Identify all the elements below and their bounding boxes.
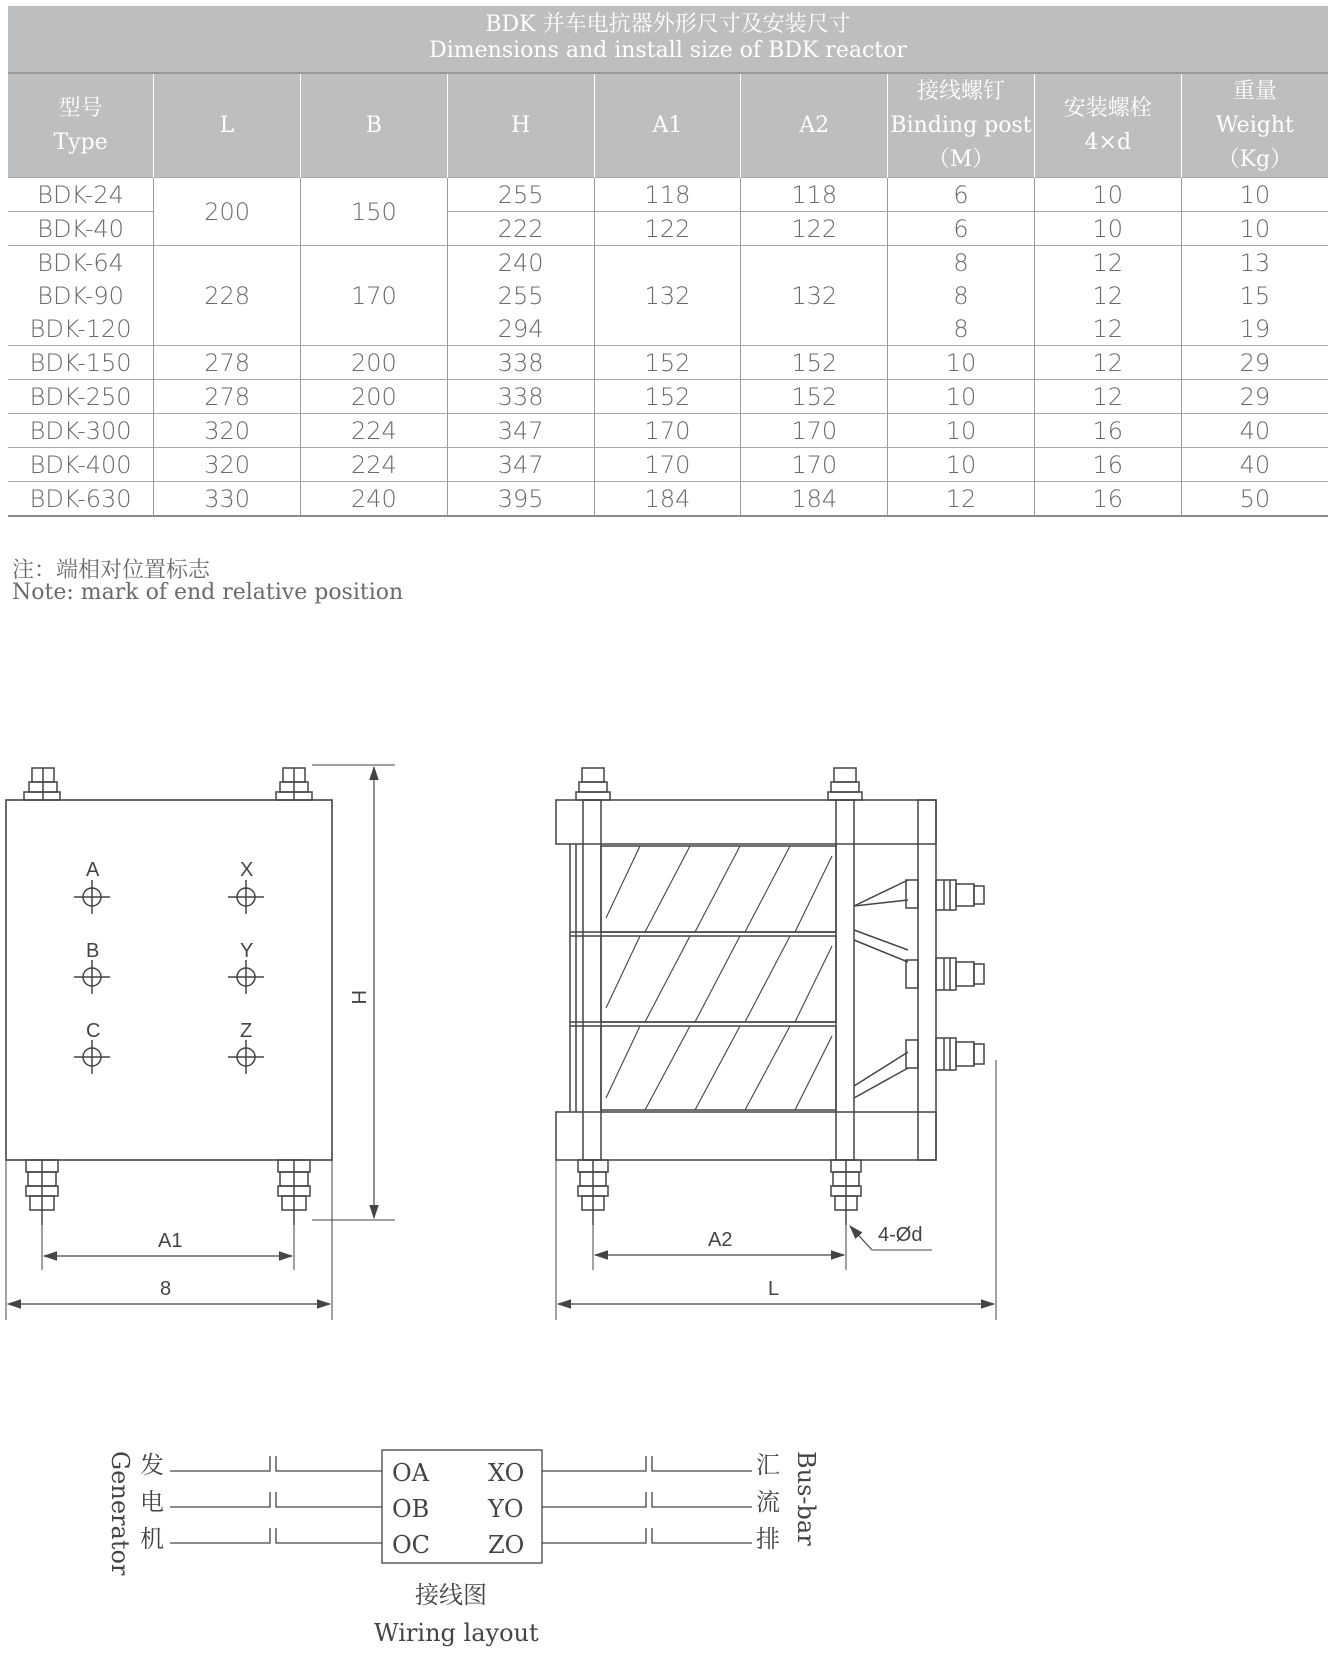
- cell-a1: 184: [594, 482, 741, 517]
- cell-type: BDK-630: [8, 482, 154, 517]
- table-row: [8, 178, 1328, 212]
- cell-h: 338: [447, 346, 594, 380]
- cell-d: 16: [1034, 482, 1181, 517]
- busbar-char-3: 排: [756, 1525, 780, 1553]
- cell-l: 278: [154, 346, 301, 380]
- terminal-z-icon: [228, 1040, 264, 1074]
- cell-h: 255: [447, 178, 594, 212]
- table-row: [8, 482, 1328, 517]
- front-view: [6, 765, 395, 1320]
- cell-d: 16: [1034, 448, 1181, 482]
- cell-d: 10: [1034, 178, 1181, 212]
- cell-kg: 15: [1181, 279, 1328, 312]
- table-title-en: Dimensions and install size of BDK reactor: [429, 38, 907, 63]
- cell-a2: 170: [741, 448, 888, 482]
- cell-b: 240: [301, 482, 448, 517]
- cell-m: 8: [888, 246, 1035, 280]
- header-weight: 重量 Weight （Kg）: [1181, 74, 1328, 178]
- label-z: Z: [240, 1020, 253, 1042]
- side-terminal-2-icon: [906, 958, 984, 990]
- dim-b-label: 8: [160, 1278, 172, 1300]
- cell-d: 12: [1034, 312, 1181, 346]
- reactor-drawings: [0, 740, 1337, 1340]
- cell-h: 255: [447, 279, 594, 312]
- cell-l: 320: [154, 414, 301, 448]
- header-row: [8, 74, 1328, 178]
- side-top-bolt-right-icon: [828, 768, 862, 800]
- cell-type: BDK-40: [8, 212, 154, 246]
- cell-d: 12: [1034, 246, 1181, 280]
- note-cn: 注：端相对位置标志: [12, 558, 211, 583]
- cell-kg: 19: [1181, 312, 1328, 346]
- wiring-caption-en: Wiring layout: [374, 1619, 539, 1647]
- cell-kg: 40: [1181, 414, 1328, 448]
- cell-kg: 13: [1181, 246, 1328, 280]
- gen-char-3: 机: [140, 1525, 164, 1553]
- header-binding-post: 接线螺钉 Binding post （M）: [888, 74, 1035, 178]
- cell-type: BDK-150: [8, 346, 154, 380]
- cell-type: BDK-120: [29, 314, 132, 343]
- box-zo: ZO: [488, 1531, 525, 1559]
- cell-kg: 29: [1181, 380, 1328, 414]
- cell-l: 228: [154, 246, 301, 346]
- cell-kg: 29: [1181, 346, 1328, 380]
- cell-b: 170: [301, 246, 448, 346]
- cell-d: 12: [1034, 279, 1181, 312]
- cell-type: BDK-300: [8, 414, 154, 448]
- table-row: [8, 448, 1328, 482]
- cell-l: 278: [154, 380, 301, 414]
- dim-a1-label: A1: [158, 1230, 183, 1252]
- busbar-label: Bus-bar: [792, 1451, 820, 1546]
- label-c: C: [86, 1020, 101, 1042]
- cell-l: 320: [154, 448, 301, 482]
- cell-m: 10: [888, 448, 1035, 482]
- label-b: B: [86, 940, 100, 962]
- cell-a2: 184: [741, 482, 888, 517]
- cell-a2: 170: [741, 414, 888, 448]
- cell-b: 200: [301, 346, 448, 380]
- cell-type: BDK-250: [8, 380, 154, 414]
- side-view-labels: [708, 1224, 922, 1300]
- box-oa: OA: [392, 1459, 430, 1487]
- gen-char-1: 发: [140, 1451, 164, 1479]
- coil-hatching: [606, 846, 832, 1110]
- busbar-char-1: 汇: [756, 1451, 780, 1479]
- generator-label: Generator: [106, 1451, 134, 1576]
- bottom-left-bolt-icon: [26, 1160, 58, 1225]
- side-terminal-3-icon: [906, 1038, 984, 1070]
- cell-m: 6: [888, 212, 1035, 246]
- cell-h: 338: [447, 380, 594, 414]
- cell-l: 200: [154, 178, 301, 246]
- wiring-caption-cn: 接线图: [415, 1581, 487, 1609]
- side-bottom-bolt-left-icon: [578, 1160, 608, 1225]
- cell-a1: 132: [594, 246, 741, 346]
- header-h: H: [447, 74, 594, 178]
- front-view-labels: [86, 859, 369, 1300]
- gen-char-2: 电: [140, 1488, 164, 1516]
- header-type: 型号 Type: [8, 74, 154, 178]
- cell-a1: 170: [594, 448, 741, 482]
- spec-table: [8, 6, 1328, 517]
- cell-a1: 118: [594, 178, 741, 212]
- cell-b: 224: [301, 414, 448, 448]
- cell-l: 330: [154, 482, 301, 517]
- side-terminal-1-icon: [906, 880, 984, 910]
- cell-h: 222: [447, 212, 594, 246]
- table-title-bar: [8, 6, 1328, 74]
- cell-m: 10: [888, 380, 1035, 414]
- box-oc: OC: [392, 1531, 431, 1559]
- table-row: [8, 246, 1328, 280]
- dim-l-label: L: [768, 1278, 780, 1300]
- busbar-char-2: 流: [756, 1488, 780, 1516]
- cell-a2: 118: [741, 178, 888, 212]
- cell-m: 10: [888, 346, 1035, 380]
- hole-label: 4-Ød: [878, 1224, 923, 1246]
- cell-a1: 152: [594, 346, 741, 380]
- cell-type: BDK-400: [8, 448, 154, 482]
- terminal-y-icon: [228, 960, 264, 994]
- box-xo: XO: [488, 1459, 525, 1487]
- header-l: L: [154, 74, 301, 178]
- cell-a1: 170: [594, 414, 741, 448]
- cell-a2: 122: [741, 212, 888, 246]
- side-top-bolt-left-icon: [576, 768, 610, 800]
- top-right-terminal-icon: [276, 768, 312, 800]
- cell-a2: 152: [741, 346, 888, 380]
- table-title-cn: BDK 并车电抗器外形尺寸及安装尺寸: [485, 12, 851, 37]
- header-a1: A1: [594, 74, 741, 178]
- cell-h: 395: [447, 482, 594, 517]
- cell-m: 8: [888, 279, 1035, 312]
- wiring-lines: [170, 1450, 752, 1563]
- cell-a2: 132: [741, 246, 888, 346]
- dim-a2-label: A2: [708, 1229, 733, 1251]
- dim-h-label: H: [347, 990, 369, 1005]
- box-yo: YO: [488, 1495, 524, 1523]
- cell-a1: 152: [594, 380, 741, 414]
- dimension-table: [8, 74, 1328, 517]
- terminal-c-icon: [74, 1040, 110, 1074]
- cell-m: 8: [888, 312, 1035, 346]
- cell-type: BDK-24: [8, 178, 154, 212]
- cell-kg: 10: [1181, 212, 1328, 246]
- cell-h: 240: [447, 246, 594, 280]
- cell-type: BDK-64: [8, 246, 154, 280]
- cell-a2: 152: [741, 380, 888, 414]
- header-a2: A2: [741, 74, 888, 178]
- side-view: [556, 768, 996, 1320]
- table-row: [8, 346, 1328, 380]
- bottom-right-bolt-icon: [278, 1160, 310, 1225]
- cell-m: 10: [888, 414, 1035, 448]
- cell-h: 347: [447, 414, 594, 448]
- table-row: [8, 380, 1328, 414]
- terminal-b-icon: [74, 960, 110, 994]
- cell-d: 12: [1034, 346, 1181, 380]
- cell-d: 10: [1034, 212, 1181, 246]
- cell-kg: 10: [1181, 178, 1328, 212]
- cell-type: BDK-90: [37, 281, 124, 310]
- label-a: A: [86, 859, 100, 881]
- cell-b: 224: [301, 448, 448, 482]
- cell-a1: 122: [594, 212, 741, 246]
- table-row: [8, 414, 1328, 448]
- wiring-layout: [0, 1420, 1337, 1659]
- cell-h: 294: [447, 312, 594, 346]
- header-mount-bolt: 安装螺栓 4×d: [1034, 74, 1181, 178]
- cell-m: 6: [888, 178, 1035, 212]
- top-left-terminal-icon: [24, 768, 60, 800]
- side-bottom-bolt-right-icon: [831, 1160, 861, 1225]
- label-y: Y: [240, 940, 254, 962]
- terminal-a-icon: [74, 880, 110, 914]
- cell-h: 347: [447, 448, 594, 482]
- label-x: X: [240, 859, 254, 881]
- box-ob: OB: [392, 1495, 430, 1523]
- cell-kg: 50: [1181, 482, 1328, 517]
- note-en: Note: mark of end relative position: [12, 580, 404, 605]
- cell-kg: 40: [1181, 448, 1328, 482]
- header-b: B: [301, 74, 448, 178]
- cell-b: 200: [301, 380, 448, 414]
- cell-m: 12: [888, 482, 1035, 517]
- terminal-x-icon: [228, 880, 264, 914]
- cell-d: 16: [1034, 414, 1181, 448]
- wiring-labels: [106, 1451, 820, 1647]
- cell-d: 12: [1034, 380, 1181, 414]
- cell-b: 150: [301, 178, 448, 246]
